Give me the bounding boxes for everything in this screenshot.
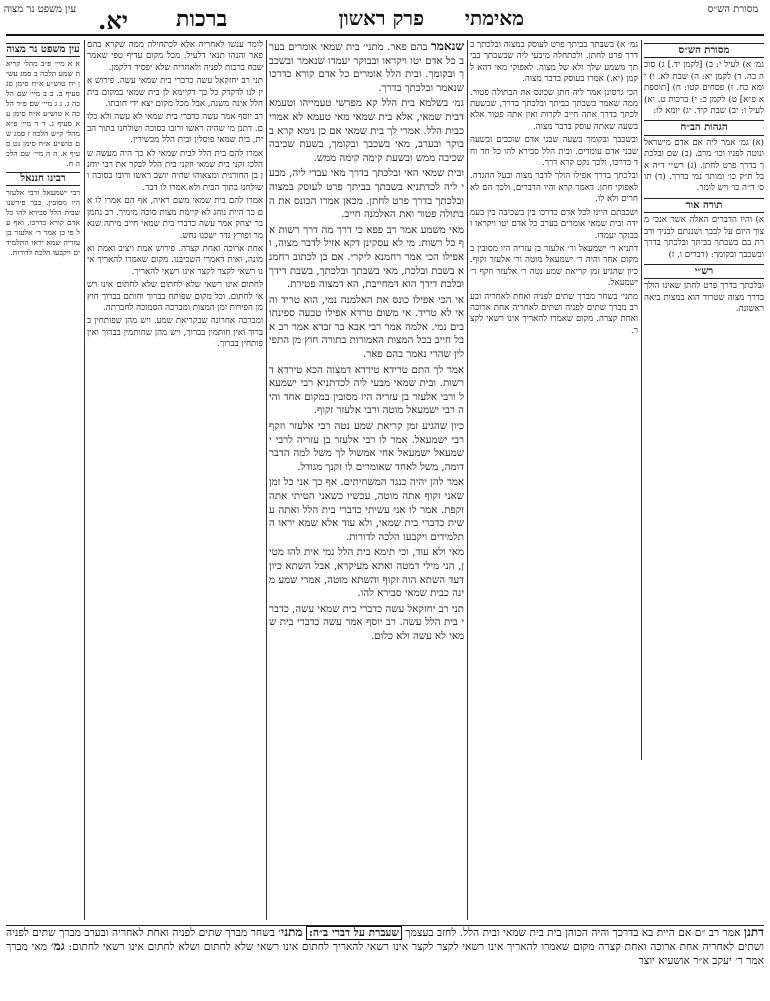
header-chapter-number: פרק ראשון (338, 6, 424, 30)
main-opening-word: שנאמר (430, 40, 464, 53)
rashi-paragraph: ובלכתך בדרך אפילו הולך לדבר מצוה ובעל ההגדה. לאפוקי חתן. דאמר קרא והיו הדברים, ולכך הם לאחרים ולא לו. (470, 171, 638, 205)
main-paragraph: גמ׳ בשלמא בית הלל קא מפרשי טעמייהו וטעמא דבית שמאי, אלא בית שמאי מאי טעמא לא אמרי כבית הלל. אמרי לך בית שמאי אם כן נימא קרא בבוקר ובערב, מאי בשכבך ובקומך, בשעת שכיבה שכיבה ממש ובשעת קימה קימה ממש. (269, 98, 464, 164)
main-paragraph: מאי משמע אמר רב פפא כי דרך מה דרך רשות אף כל רשות. מי לא עסקינן דקא אזיל לדבר מצוה, ואפילו הכי אמר רחמנא ליקרי. אם כן לכתוב רחמנא בשבת ובלכת, מאי בשבתך ובלכתך, בשבת דידך ובלכת דידך הוא דמחייבת, הא דמצוה פטירת. (269, 224, 464, 291)
bottom-lead-word: דתנן (743, 925, 764, 939)
section-title: רש״י (644, 264, 764, 279)
rashi-paragraph: ובשכבך ובקומך בשעה שבני אדם שוכבים ובשעה שבני אדם עומדים. ובית הלל סבירא להו כל חד וחד כדרכו, ולכך נקט קרא דרך. (470, 135, 638, 169)
section-title: מסורת הש״ס (644, 43, 764, 58)
main-text: בהם פאר. מתני׳ בית שמאי אומרים בערב כל אדם יטו ויקראו ובבוקר יעמדו שנאמר ובשכבך ובקומך. ובית הלל אומרים כל אדם קורא כדרכו שנאמר ובלכתך בדרך. (269, 42, 464, 94)
section-title: תורה אור (644, 198, 764, 213)
header-page-number: יא. (98, 6, 129, 35)
tosafot-column (87, 40, 263, 920)
outer-left-margin-column (6, 40, 80, 920)
section-title: הגהות הב״ח (644, 120, 764, 135)
header-ein-mishpat-label: עין משפט נר מצוה (3, 4, 76, 15)
tosafot-paragraph: אמרו להם בית הלל לבית שמאי לא כך היה מעשה שהלכו זקני בית שמאי וזקני בית הלל לבקר את רבי יוחנן בן החורנית ומצאוהו שהיה יושב ראשו ורובו בסוכה ושולחנו בתוך הבית ולא אמרו לו דבר. (87, 148, 263, 193)
page-header (3, 4, 764, 36)
main-paragraph: מאי ולא עוד, וכי תימא בית הלל נמי אית להו מטין, הני מילי דמטה ואתא מעיקרא, אבל השתא כיון דעד השתא הוה זקוף והשתא מוטה, אמרי שמע מינה כבית שמאי סבירא להו. (269, 547, 464, 600)
section-text: א) והיו הדברים האלה אשר אנכי מצוך היום על לבבך ושננתם לבניך ודברת בם בשבתך בביתך ובלכתך בדרך ובשכבך ובקומך: (דברים ו, ז) (644, 215, 764, 260)
section-text: רבי ישמעאל ורבי אלעזר היו מסובין. כבר פירשנו שבית הלל סבירא להו כל אדם קורא כדרכו, ואף על פי כן אמר ר׳ אלעזר בן עזריה שמא יראו התלמידים ויקבעו הלכה לדורות. (6, 188, 80, 257)
main-text-column (269, 40, 464, 920)
tosafot-paragraph: לחתום אינו רשאי שלא לחתום שלא לחתום אינו רשאי לחתום. וכל מקום שפותח בברוך וחותם בברוך חוץ מן הפירות ומן המצות ומברכה הסמוכה לחברתה. (87, 280, 263, 313)
tosafot-paragraph: ומברכה אחרונה שבקריאת שמע. ויש מהן שפותחין בברוך ואין חותמין בברוך, ויש מהן שחותמין בברוך ואין פותחין בברוך. (87, 316, 263, 350)
header-masoret-label: מסורת הש״ס (707, 4, 759, 15)
tosafot-paragraph: אחת ארוכה ואחת קצרה. פירוש אמת ויציב ואמת ואמונה, ואית דאמרי השכיבנו. מקום שאמרו להאריך אינו רשאי לקצר לקצר אינו רשאי להאריך. (87, 243, 263, 277)
section-title: עין משפט נר מצוה (6, 44, 80, 55)
column-divider (266, 40, 267, 920)
column-divider (641, 40, 642, 760)
tosafot-paragraph: לומר ענשו לאחריה אלא לכתחילה ממה שקרא בהם פאר והנהו תנאי דלעיל. מכל מקום עדיף טפי שאמר שבח ברכות לפניה ולאחריה שלא יפסיד דלקמן. (87, 40, 263, 73)
main-paragraph: אי הכי אפילו כונס את האלמנה נמי, הוא טריד והאי לא טריד. אי משום טרדא אפילו טבעה ספינתו בים נמי. אלמה אמר רבי אבא בר זבדא אמר רב אבל חייב בכל המצות האמורות בתורה חוץ מן התפילין שהרי נאמר בהם פאר. (269, 294, 464, 361)
gemara-marker: גמ׳ (50, 939, 65, 954)
main-paragraph: אמר להן יהיה כנגד המשחיתים. אף כך אני כל זמן שאני זקוף אתה מוטה, עכשיו כשאני הטיתי אתה זקפת. אמר לו אני עשיתי כדברי בית הלל ואתה עשית כדברי בית שמאי, ולא עוד אלא שמא יראו התלמידים ויקבעו הלכה לדורות. (269, 477, 464, 543)
tosafot-paragraph: תני רב יחזקאל עשה כדברי בית שמאי עשה. פירוש אין לנו לדקדק כל כך דקיימא לן בית שמאי במקום בית הלל אינה משנה, אבל מכל מקום יצא ידי חובתו. (87, 76, 263, 110)
outer-right-margin-column (644, 40, 764, 760)
main-paragraph (269, 40, 464, 95)
main-paragraph: אמר לך התם טרידא טירדא דמצוה הכא טירדא דרשות. ובית שמאי מבעי ליה לכדתניא רבי ישמעאל ורבי אלעזר בן עזריה היו מסובין במקום אחד והיה רבי ישמעאל מוטה ורבי אלעזר זקוף. (269, 364, 464, 417)
main-paragraph: כיון שהגיע זמן קריאת שמע נטה רבי אלעזר וזקף רבי ישמעאל. אמר לו רבי אלעזר בן עזריה לרבי ישמעאל ישמעאל אחי אמשול לך משל למה הדבר דומה, משל לאחד שאומרים לו זקנך מגודל. (269, 421, 464, 473)
rashi-paragraph: הכי גרסינן אמר ליה חתן שכונס את הבתולה פטור. ממה שאמר בשבתך בביתך ובלכתך בדרך, שבשעת לכתך בדרך אתה חייב לקרות ואין אתה פטור אלא בשעה שאתה עוסק בדבר מצוה. (470, 87, 638, 132)
mishnah-marker: מתני׳ (278, 925, 303, 939)
tosafot-paragraph: רב יוסף אמר עשה כדברי בית שמאי לא עשה ולא כלום. דתנן מי שהיה ראשו ורובו בסוכה ושולחנו בתוך הבית, בית שמאי פוסלין ובית הלל מכשירין. (87, 112, 263, 146)
header-tractate: ברכות (176, 6, 228, 32)
section-text: (א) גמ׳ אמר ליה אם אדם מישראל ונוטה לפניו וכו׳ מרב. (ב) שם ובלכתך בדרך פרט לחתן. (ג) רש״י ד״ה אבל ת״ק כו׳ ומותר נמי בדרך. (ד) תוס׳ ד״ה כו׳ ויש לומר. (644, 137, 764, 194)
section-title: רבינו חננאל (6, 172, 80, 186)
main-paragraph: תני רב יחזקאל עשה כדברי בית שמאי עשה, כדברי בית הלל עשה. רב יוסף אמר עשה כדברי בית שמאי לא עשה ולא כלום. (269, 603, 464, 642)
rashi-paragraph: גמ׳ א) בשבתך בביתך פרט לעוסק במצוה ובלכתך בדרך פרט לחתן. ולכתחלה מיבעי ליה שבשבתך בביתך משמע שלך ולא של מצוה. לאפוקי מאי דהא לקמן (יא.) אמרו בעוסק בדבר מצוה. (470, 40, 638, 85)
rashi-column (470, 40, 638, 760)
bottom-boxed-phrase: שעברת על דברי ב״ה: (306, 926, 402, 940)
tosafot-paragraph: אמרו להם בית שמאי משם ראיה, אף הם אמרו לו אם כך היית נוהג לא קיימת מצות סוכה מימיך. רב נחמן בר יצחק אמר עשה כדברי בית שמאי חייב מיתה שנאמר ופורץ גדר ישכנו נחש. (87, 196, 263, 241)
bottom-text: אמר רב ״ם אם היית בא בדרכך והיה הכוהן בית בית שמאי ובית הלל. לחזב בעצמך (405, 927, 741, 939)
mishnah-bottom-block (6, 925, 764, 998)
section-text: ובלכתך בדרך פרט לחתן שאינו הולך בדרך מצוה שטרוד הוא במצות ביאה ראשונה. (644, 281, 764, 315)
rashi-paragraph: מתני׳ בשחר מברך שתים לפניה ואחת לאחריה ובערב מברך שתים לפניה ושתים לאחריה אחת ארוכה ואחת קצרה. מקום שאמרו להאריך אינו רשאי לקצר. (470, 291, 638, 336)
column-divider (84, 40, 85, 920)
column-divider (467, 40, 468, 920)
header-chapter-name: מאימתי (464, 6, 524, 30)
bottom-text: מאי מברך אמר ר׳ יעקב א״ר אושעיא יוצר (6, 941, 764, 967)
section-text: גמ׳ א) לעיל י: ב) [לקמן יד.] ג) סוכה כה. ד) לקמן יא: ה) שבת לא. ו) יומא כח. ז) פסחים קטו: ח) [תוספתא פ״א] ט) לקמן כ: י) ברכות ט. יא) לעיל ו: יב) שבת קיד. יג) יומא לו: (644, 60, 764, 117)
section-text: א א מיי׳ פ״ב מהל׳ קריאת שמע הלכה ב סמג עשין יח טוש״ע א״ח סימן סג סעיף ב. ב ב מיי׳ שם הלכה ג. ג ג מיי׳ שם פ״ד הלכה א טוש״ע א״ח סימן עא סעיף ג. ד ד מיי׳ פ״א מהל׳ ק״ש הלכה ז סמג שם טוש״ע א״ח סימן נט סעיף א. ה ה מיי׳ שם הלכה ח. (6, 59, 80, 168)
rashi-paragraph: ושכבתם היינו לכל אדם כדרכו בין בשכיבה בין בעמידה ובית שמאי אומרים בערב כל אדם יטו ויקראו ובבוקר יעמדו. (470, 207, 638, 241)
bottom-text: בשחר מברך שתים לפניה ואחת לאחריה ובערב מברך שתים לפניה ושתים לאחריה אחת ארוכה ואחת קצרה מקום שאמרו להאריך אינו רשאי לקצר לקצר אינו רשאי להאריך לחתום אינו רשאי שלא לחתום ושלא לחתום אינו רשאי לחתום: (6, 927, 764, 954)
rashi-paragraph: דתניא ר׳ ישמעאל ור׳ אלעזר בן עזריה היו מסובין במקום אחד והיה ר׳ ישמעאל מוטה ור׳ אלעזר זקוף. כיון שהגיע זמן קריאת שמע נטה ר׳ אלעזר וזקף ר׳ ישמעאל. (470, 243, 638, 289)
main-paragraph: ובית שמאי האי ובלכתך בדרך מאי עבדי ליה, מבעי ליה לכדתניא בשבתך בביתך פרט לעוסק במצוה ובלכתך בדרך פרט לחתן. מכאן אמרו הכונס את הבתולה פטור ואת האלמנה חייב. (269, 168, 464, 221)
